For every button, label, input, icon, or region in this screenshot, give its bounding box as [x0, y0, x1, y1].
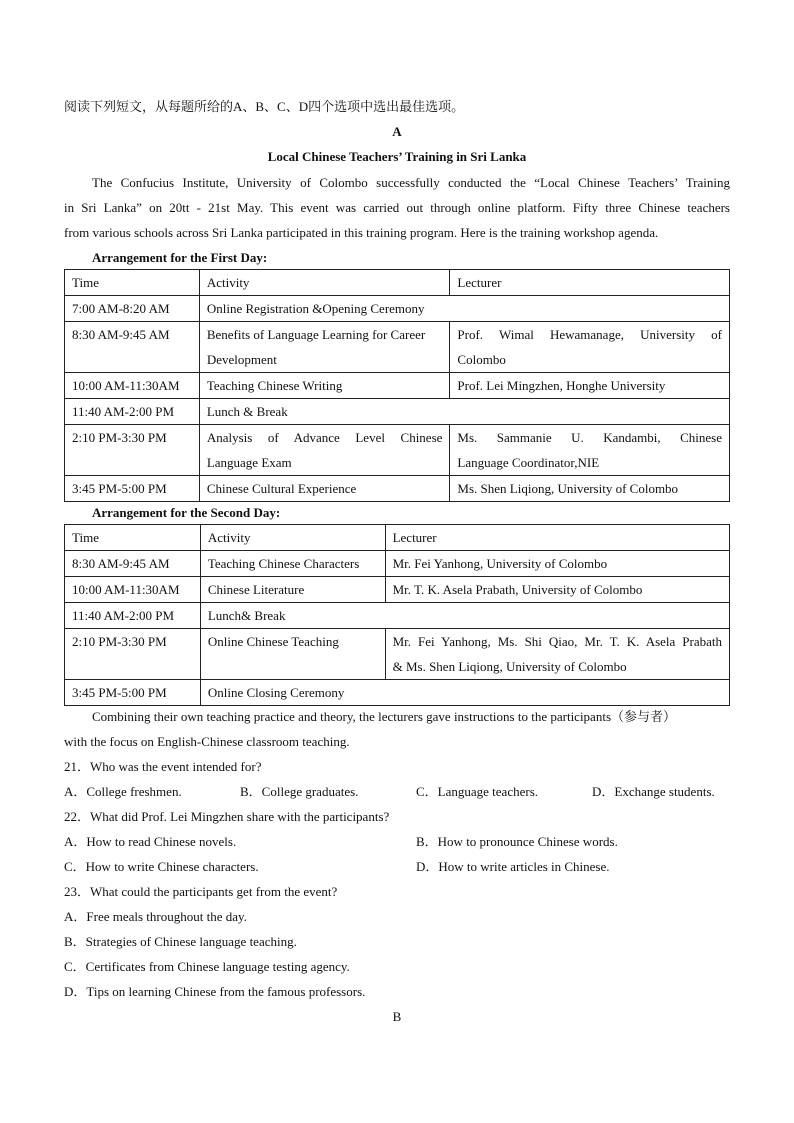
day1-table	[64, 269, 730, 502]
question-21-option-a: A．College freshmen.	[64, 784, 182, 799]
table-row	[65, 476, 730, 502]
cell-activity: Lunch& Break	[200, 603, 729, 629]
table-row	[65, 629, 730, 680]
cell-activity: Online Chinese Teaching	[200, 629, 385, 680]
cell-lecturer: Ms. Shen Liqiong, University of Colombo	[450, 476, 730, 502]
cell-lecturer	[385, 629, 729, 680]
cell-lecturer: Mr. Fei Yanhong, University of Colombo	[385, 551, 729, 577]
cell-activity: Teaching Chinese Characters	[200, 551, 385, 577]
question-22-option-a: A．How to read Chinese novels.	[64, 834, 237, 849]
header-activity: Activity	[200, 525, 385, 551]
cell-activity: Chinese Cultural Experience	[199, 476, 450, 502]
cell-lecturer-line-1: Prof. Wimal Hewamanage, University of	[457, 327, 722, 342]
cell-lecturer-line-2: Colombo	[457, 352, 506, 367]
cell-time: 2:10 PM-3:30 PM	[65, 425, 200, 476]
cell-activity	[199, 425, 450, 476]
intro-line-3: from various schools across Sri Lanka participated in this training program. Here is the training workshop agenda.	[64, 225, 659, 240]
cell-time: 7:00 AM-8:20 AM	[65, 296, 200, 322]
cell-activity-line-1: Benefits of Language Learning for Career	[206, 327, 426, 342]
closing-line-1: Combining their own teaching practice and theory, the lecturers gave instructions to the participants（参与者）	[92, 709, 676, 724]
table-header-row	[65, 270, 730, 296]
cell-activity: Lunch & Break	[199, 399, 729, 425]
table-row	[65, 425, 730, 476]
cell-activity: Teaching Chinese Writing	[199, 373, 450, 399]
cell-activity: Online Closing Ceremony	[200, 680, 729, 706]
cell-activity-line-2: Language Exam	[206, 455, 292, 470]
question-23-option-c: C．Certificates from Chinese language testing agency.	[64, 959, 350, 974]
question-21-option-b: B．College graduates.	[240, 784, 359, 799]
table-row	[65, 399, 730, 425]
table-row	[65, 373, 730, 399]
header-lecturer: Lecturer	[450, 270, 730, 296]
cell-activity-line-2: Development	[206, 352, 277, 367]
cell-time: 11:40 AM-2:00 PM	[65, 603, 201, 629]
table-row	[65, 322, 730, 373]
table-row	[65, 296, 730, 322]
question-21-stem: 21．Who was the event intended for?	[64, 759, 262, 774]
question-21-option-c: C．Language teachers.	[416, 784, 539, 799]
question-22-stem: 22．What did Prof. Lei Mingzhen share with the participants?	[64, 809, 390, 824]
day2-heading: Arrangement for the Second Day:	[92, 505, 281, 520]
closing-line-2: with the focus on English-Chinese classroom teaching.	[64, 734, 350, 749]
cell-time: 10:00 AM-11:30AM	[65, 577, 201, 603]
day1-heading: Arrangement for the First Day:	[92, 250, 268, 265]
day2-table	[64, 524, 730, 706]
intro-line-1: The Confucius Institute, University of Colombo successfully conducted the “Local Chinese Teachers’ Training	[92, 175, 730, 190]
table-row	[65, 551, 730, 577]
table-row	[65, 577, 730, 603]
cell-activity	[199, 322, 450, 373]
question-23-option-a: A．Free meals throughout the day.	[64, 909, 247, 924]
cell-activity: Online Registration &Opening Ceremony	[199, 296, 729, 322]
question-23-stem: 23．What could the participants get from the event?	[64, 884, 338, 899]
cell-activity-line-1: Analysis of Advance Level Chinese	[206, 430, 443, 445]
cell-activity: Chinese Literature	[200, 577, 385, 603]
cell-time: 3:45 PM-5:00 PM	[65, 476, 200, 502]
header-activity: Activity	[199, 270, 450, 296]
cell-lecturer: Mr. T. K. Asela Prabath, University of Colombo	[385, 577, 729, 603]
section-a-label: A	[392, 124, 402, 139]
cell-time: 10:00 AM-11:30AM	[65, 373, 200, 399]
passage-title: Local Chinese Teachers’ Training in Sri Lanka	[267, 149, 527, 164]
cell-lecturer-line-2: & Ms. Shen Liqiong, University of Colombo	[392, 659, 627, 674]
question-22-option-b: B．How to pronounce Chinese words.	[416, 834, 618, 849]
cell-lecturer-line-1: Ms. Sammanie U. Kandambi, Chinese	[457, 430, 722, 445]
cell-time: 11:40 AM-2:00 PM	[65, 399, 200, 425]
table-row	[65, 680, 730, 706]
cell-time: 8:30 AM-9:45 AM	[65, 551, 201, 577]
cell-lecturer	[450, 425, 730, 476]
header-time: Time	[65, 270, 200, 296]
cell-time: 8:30 AM-9:45 AM	[65, 322, 200, 373]
header-lecturer: Lecturer	[385, 525, 729, 551]
question-22-option-d: D．How to write articles in Chinese.	[416, 859, 610, 874]
cell-lecturer-line-1: Mr. Fei Yanhong, Ms. Shi Qiao, Mr. T. K. Asela Prabath	[392, 634, 722, 649]
intro-line-2: in Sri Lanka” on 20tt - 21st May. This event was carried out through online platform. Fifty three Chinese teachers	[64, 200, 730, 215]
instruction: 阅读下列短文，从每题所给的A、B、C、D四个选项中选出最佳选项。	[64, 99, 465, 114]
table-row	[65, 603, 730, 629]
cell-lecturer: Prof. Lei Mingzhen, Honghe University	[450, 373, 730, 399]
cell-lecturer-line-2: Language Coordinator,NIE	[457, 455, 600, 470]
cell-time: 2:10 PM-3:30 PM	[65, 629, 201, 680]
question-23-option-b: B．Strategies of Chinese language teaching.	[64, 934, 297, 949]
question-23-option-d: D．Tips on learning Chinese from the famous professors.	[64, 984, 366, 999]
section-b-label: B	[392, 1009, 402, 1024]
table-header-row	[65, 525, 730, 551]
cell-lecturer	[450, 322, 730, 373]
cell-time: 3:45 PM-5:00 PM	[65, 680, 201, 706]
header-time: Time	[65, 525, 201, 551]
question-22-option-c: C．How to write Chinese characters.	[64, 859, 259, 874]
question-21-option-d: D．Exchange students.	[592, 784, 715, 799]
